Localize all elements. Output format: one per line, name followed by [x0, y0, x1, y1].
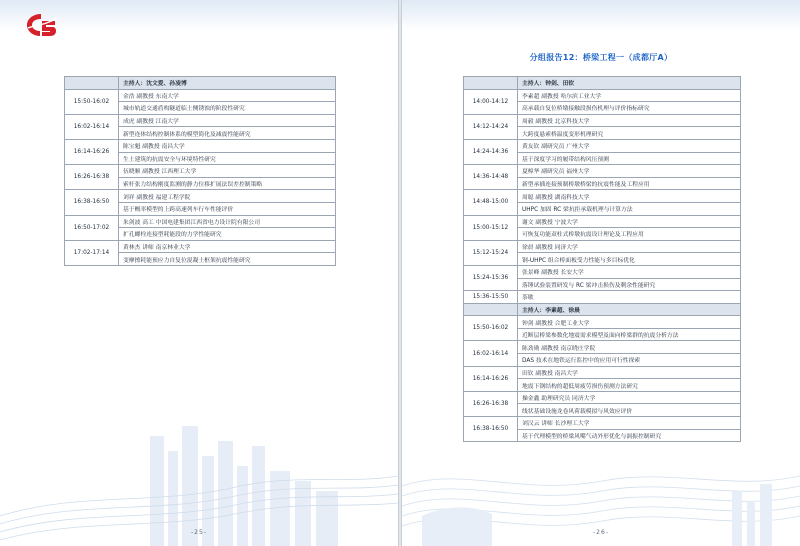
time-cell: 15:50-16:02	[464, 316, 518, 341]
speaker-cell: 陈劲勋 副教授 南京晓庄学院	[518, 341, 741, 354]
time-cell: 14:36-14:48	[464, 165, 518, 190]
speaker-cell: 成虎 副教授 江南大学	[119, 114, 336, 127]
title-cell: 城市轨道交通盾构隧道临土侧锈蚀的阶段性研究	[119, 102, 336, 115]
title-cell: 大跨度悬索桥温度变形机理研究	[518, 127, 741, 140]
speaker-cell: 张景峰 副教授 长安大学	[518, 265, 741, 278]
speaker-cell: 朱剑波 高工 中国电建集团江西省电力设计院有限公司	[119, 215, 336, 228]
time-cell: 14:12-14:24	[464, 114, 518, 139]
talk-row	[464, 316, 741, 329]
talk-row	[464, 215, 741, 228]
title-cell: 基于深度学习的履带结构风压预测	[518, 152, 741, 165]
speaker-cell: 刘汉云 讲师 长沙理工大学	[518, 417, 741, 430]
speaker-cell: 金浩 副教授 东南大学	[119, 89, 336, 102]
time-cell: 16:38-16:50	[464, 417, 518, 442]
title-cell: 地震下钢结构的超低周疲劳损伤预测方法研究	[518, 379, 741, 392]
speaker-cell: 陈宝魁 副教授 南昌大学	[119, 139, 336, 152]
time-cell: 15:36-15:50	[464, 291, 518, 304]
speaker-cell: 田钦 副教授 南昌大学	[518, 366, 741, 379]
speaker-cell: 操金鑫 助理研究员 同济大学	[518, 391, 741, 404]
time-cell: 16:26-16:38	[65, 165, 119, 190]
top-band	[402, 0, 800, 30]
time-cell: 16:02-16:14	[65, 114, 119, 139]
time-cell: 14:00-14:12	[464, 89, 518, 114]
talk-row	[464, 366, 741, 379]
title-cell: 落锤试验装置研发与 RC 梁冲击损伤及剩余性能研究	[518, 278, 741, 291]
title-cell: 高承载自复位桥墩接触段损伤机理与评价指标研究	[518, 102, 741, 115]
time-cell: 16:26-16:38	[464, 391, 518, 416]
speaker-cell: 周毅 副教授 北京科技大学	[518, 114, 741, 127]
speaker-cell: 黄友钦 副研究员 广州大学	[518, 139, 741, 152]
city-skyline-decoration	[0, 396, 398, 546]
time-cell: 15:00-15:12	[464, 215, 518, 240]
conference-logo-icon	[24, 12, 58, 38]
host-row	[464, 77, 741, 90]
schedule-table-right	[463, 76, 741, 442]
time-cell: 17:02-17:14	[65, 240, 119, 265]
speaker-cell: 徐晨 副教授 同济大学	[518, 240, 741, 253]
bridge-wave-decoration	[402, 396, 800, 546]
host-cell: 主持人：钟剑、田钦	[518, 77, 741, 90]
page-number: -25-	[191, 529, 207, 536]
talk-row	[464, 89, 741, 102]
talk-row	[464, 265, 741, 278]
host-row	[464, 303, 741, 316]
time-cell: 15:12-15:24	[464, 240, 518, 265]
break-cell: 茶歇	[518, 291, 741, 304]
left-page	[0, 0, 398, 546]
time-cell: 14:48-15:00	[464, 190, 518, 215]
talk-row	[65, 89, 336, 102]
talk-row	[65, 240, 336, 253]
right-page	[402, 0, 800, 546]
time-cell: 16:38-16:50	[65, 190, 119, 215]
title-cell: 新型承插连接预制桥墩桥梁的抗震性能及工程应用	[518, 177, 741, 190]
speaker-cell: 李素超 副教授 哈尔滨工业大学	[518, 89, 741, 102]
time-cell: 16:02-16:14	[464, 341, 518, 366]
title-cell: 新型连体结构控制体系的模型简化及减震性能研究	[119, 127, 336, 140]
speaker-cell: 谢文 副教授 宁波大学	[518, 215, 741, 228]
time-cell: 16:50-17:02	[65, 215, 119, 240]
title-cell: 近断层桥梁参数化地震需求模型及面向桥梁群的抗震分析方法	[518, 328, 741, 341]
talk-row	[65, 114, 336, 127]
talk-row	[464, 240, 741, 253]
time-cell: 16:14-16:26	[65, 139, 119, 164]
talk-row	[464, 139, 741, 152]
title-cell: 基于概率模型的上跨高速列车行车性能评价	[119, 202, 336, 215]
talk-row	[464, 165, 741, 178]
speaker-cell: 黄林杰 讲师 南京林业大学	[119, 240, 336, 253]
title-cell: 基于代理模型的桥梁风嘴气动外形优化与涡振控制研究	[518, 429, 741, 442]
title-cell: 扩孔螺栓连接型耗能段的力学性能研究	[119, 228, 336, 241]
time-cell: 15:50-16:02	[65, 89, 119, 114]
page-number: -26-	[593, 529, 609, 536]
host-row	[65, 77, 336, 90]
talk-row	[464, 190, 741, 203]
talk-row	[65, 165, 336, 178]
title-cell: DAS 技术在地铁运行监控中的应用可行性探索	[518, 354, 741, 367]
time-cell: 14:24-14:36	[464, 139, 518, 164]
speaker-cell: 周聪 副教授 湖南科技大学	[518, 190, 741, 203]
host-cell: 主持人：李素超、徐晨	[518, 303, 741, 316]
title-cell: 钢-UHPC 组合桥面板受力性能与多目标优化	[518, 253, 741, 266]
break-row	[464, 291, 741, 304]
title-cell: 生土建筑的抗震安全与环境特性研究	[119, 152, 336, 165]
speaker-cell: 钟剑 副教授 合肥工业大学	[518, 316, 741, 329]
section-title: 分组报告12：桥梁工程一（成都厅A）	[529, 53, 673, 62]
title-cell: 变摩擦耗能预应力自复位混凝土框架抗震性能研究	[119, 253, 336, 266]
time-cell: 16:14-16:26	[464, 366, 518, 391]
speaker-cell: 刘祥 副教授 福建工程学院	[119, 190, 336, 203]
speaker-cell: 伍晓顺 副教授 江西理工大学	[119, 165, 336, 178]
title-cell: UHPC 加固 RC 梁抗拒承载机理与计算方法	[518, 202, 741, 215]
top-band	[0, 0, 398, 30]
host-cell: 主持人：沈文爱、孙凌博	[119, 77, 336, 90]
schedule-table-left	[64, 76, 336, 266]
title-cell: 索杆张力结构刚度监测的静力位移扩展法误差控制策略	[119, 177, 336, 190]
speaker-cell: 夏樟华 副研究员 福州大学	[518, 165, 741, 178]
title-cell: 线状基础设施龙卷风荷载模拟与风效应评价	[518, 404, 741, 417]
talk-row	[65, 215, 336, 228]
talk-row	[464, 341, 741, 354]
talk-row	[65, 139, 336, 152]
time-cell: 15:24-15:36	[464, 265, 518, 290]
title-cell: 可恢复功能双柱式桥墩抗震设计理论及工程应用	[518, 228, 741, 241]
talk-row	[464, 114, 741, 127]
talk-row	[65, 190, 336, 203]
